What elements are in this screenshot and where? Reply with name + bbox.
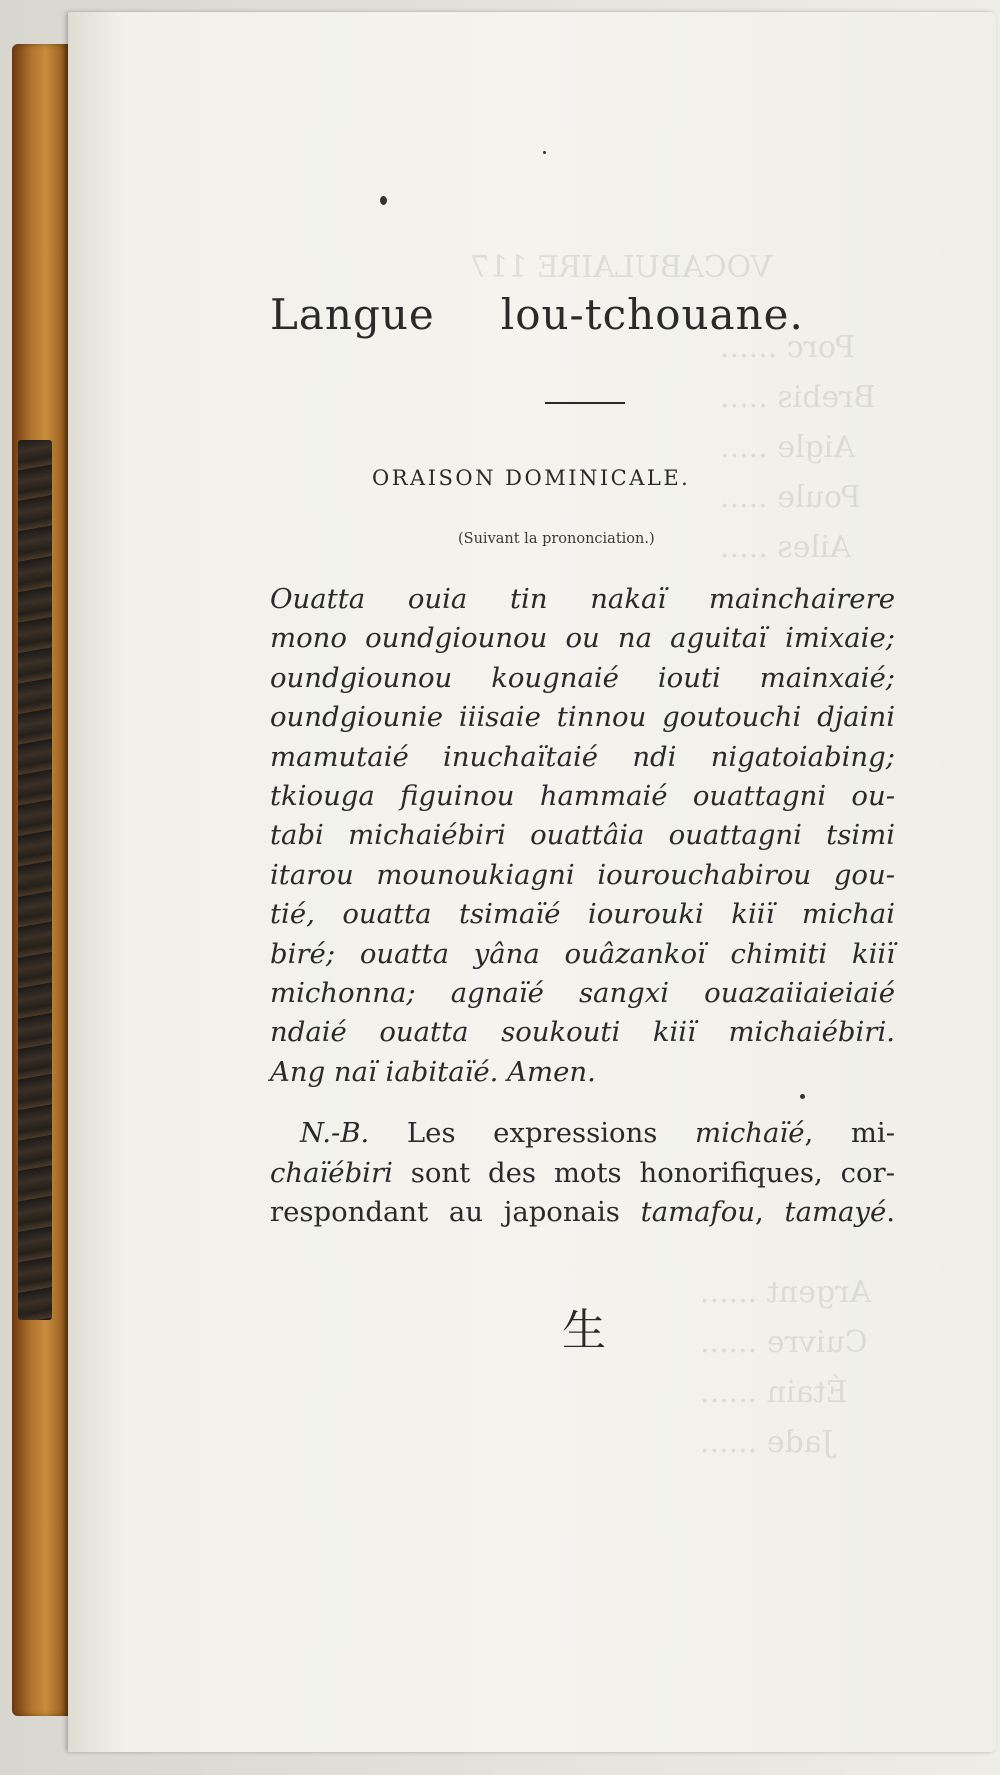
prayer-line: michonna; agnaïé sangxi ouazaiiaieiaié bbox=[270, 977, 895, 1010]
prayer-line: mamutaié inuchaïtaié ndi nigatoiabing; bbox=[270, 740, 895, 773]
end-ornament-glyph: 生 bbox=[562, 1305, 606, 1356]
nota-bene-line bbox=[270, 1154, 895, 1194]
nota-bene-text: , mi- bbox=[804, 1117, 895, 1149]
prayer-line: ndaié ouatta soukouti kiiï michaiébiri. bbox=[270, 1016, 895, 1049]
show-through-text: Étain ...... bbox=[700, 1375, 848, 1410]
ink-speck bbox=[543, 151, 546, 154]
nota-bene-text: respondant au japonais bbox=[270, 1196, 641, 1228]
nota-bene-text: . bbox=[886, 1196, 895, 1228]
nota-bene-text: sont des mots honorifiques, cor- bbox=[392, 1156, 895, 1189]
japanese-term: tamayé bbox=[784, 1196, 887, 1228]
honorific-term: chaïébiri bbox=[270, 1156, 393, 1189]
ink-speck bbox=[800, 1094, 805, 1099]
prayer-line: mono oundgiounou ou na aguitaï imixaie; bbox=[270, 622, 895, 655]
pronunciation-note: (Suivant la prononciation.) bbox=[458, 531, 655, 547]
prayer-line: itarou mounoukiagni iourouchabirou gou- bbox=[270, 858, 895, 891]
japanese-term: tamafou bbox=[640, 1196, 756, 1228]
nota-bene-line bbox=[270, 1114, 895, 1154]
title-word-lou-tchouane: lou-tchouane. bbox=[500, 290, 804, 339]
prayer-line: tkiouga figuinou hammaié ouattagni ou- bbox=[270, 780, 895, 813]
prayer-line: tabi michaiébiri ouattâia ouattagni tsimi bbox=[270, 819, 895, 852]
show-through-text: Porc ...... bbox=[720, 330, 855, 365]
prayer-line: oundgiounou kougnaié iouti mainxaié; bbox=[270, 661, 895, 694]
nota-bene-paragraph bbox=[270, 1114, 895, 1233]
nota-bene-line bbox=[270, 1193, 895, 1233]
prayer-line: Ouatta ouia tin nakaï mainchairere bbox=[270, 583, 895, 615]
prayer-line: biré; ouatta yâna ouâzankoï chimiti kiiï bbox=[270, 937, 895, 970]
show-through-text: Aigle ..... bbox=[720, 430, 856, 465]
prayer-line: tié, ouatta tsimaïé iourouki kiiï michai bbox=[270, 898, 895, 931]
nota-bene-label: N.-B. bbox=[300, 1117, 370, 1149]
show-through-text: Ailes ..... bbox=[720, 530, 852, 565]
show-through-text: Jade ...... bbox=[700, 1425, 834, 1460]
honorific-term: michaïé bbox=[695, 1117, 805, 1149]
section-title: ORAISON DOMINICALE. bbox=[372, 466, 691, 490]
nota-bene-text: Les expressions bbox=[369, 1117, 696, 1149]
prayer-text bbox=[270, 580, 895, 1092]
page-title bbox=[0, 290, 1000, 339]
show-through-text: Argent ...... bbox=[700, 1275, 872, 1310]
show-through-text: Poule ..... bbox=[720, 480, 861, 515]
show-through-text: VOCABULAIRE 117 bbox=[470, 250, 773, 285]
nota-bene-text: , bbox=[755, 1196, 785, 1228]
show-through-text: Brebis ..... bbox=[720, 380, 876, 415]
prayer-line: oundgiounie iiisaie tinnou goutouchi djaini bbox=[270, 701, 895, 734]
show-through-text: Cuivre ...... bbox=[700, 1325, 868, 1360]
ink-speck bbox=[380, 196, 387, 205]
title-divider bbox=[545, 402, 625, 404]
prayer-line: Ang naï iabitaïé. Amen. bbox=[270, 1055, 596, 1088]
spine-marbled-band bbox=[18, 440, 52, 1320]
title-word-langue: Langue bbox=[270, 290, 435, 339]
